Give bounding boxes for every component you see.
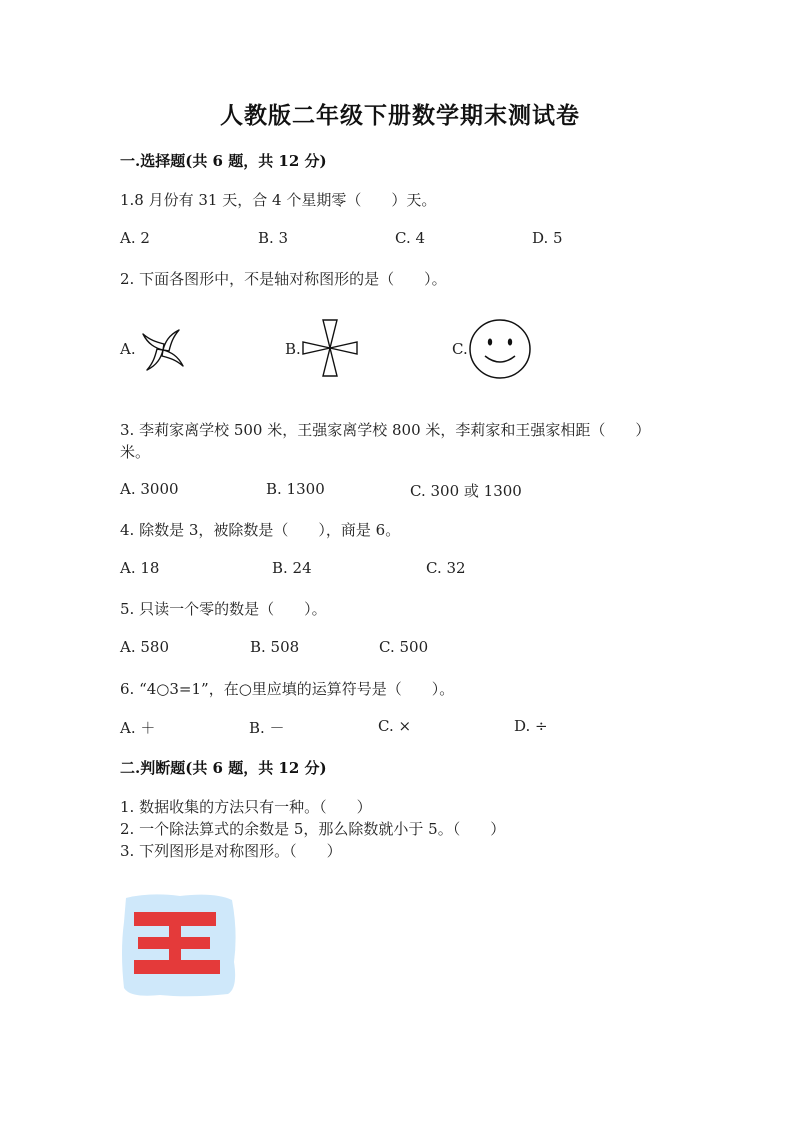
q3-option-b: B. 1300 bbox=[266, 480, 325, 498]
q6-option-c: C. × bbox=[378, 717, 412, 735]
judge-q3-text: 3. 下列图形是对称图形。（ ） bbox=[120, 842, 342, 860]
q2-option-a: A. bbox=[120, 340, 136, 358]
q3-text: 3. 李莉家离学校 500 米，王强家离学校 800 米，李莉家和王强家相距（ ） bbox=[120, 421, 651, 439]
section2-heading: 二.判断题(共 6 题，共 12 分) bbox=[120, 759, 327, 777]
q6-option-d: D. ÷ bbox=[514, 717, 548, 735]
q1-option-b: B. 3 bbox=[258, 229, 289, 247]
q1-option-d: D. 5 bbox=[532, 229, 563, 247]
q4-text: 4. 除数是 3，被除数是（ ），商是 6。 bbox=[120, 521, 401, 539]
smiley-face-icon bbox=[468, 318, 532, 380]
q4-option-a: A. 18 bbox=[120, 559, 160, 577]
q3-text-continued: 米。 bbox=[120, 443, 151, 461]
section1-heading: 一.选择题(共 6 题，共 12 分) bbox=[120, 152, 327, 170]
q1-text: 1.8 月份有 31 天，合 4 个星期零（ ）天。 bbox=[120, 191, 437, 209]
q3-option-c: C. 300 或 1300 bbox=[410, 482, 522, 500]
q3-option-a: A. 3000 bbox=[120, 480, 179, 498]
q6-option-b: B. － bbox=[249, 719, 285, 737]
q4-option-c: C. 32 bbox=[426, 559, 466, 577]
judge-q1-text: 1. 数据收集的方法只有一种。（ ） bbox=[120, 798, 372, 816]
page-title: 人教版二年级下册数学期末测试卷 bbox=[220, 102, 580, 129]
q6-text: 6. “4○3=1”，在○里应填的运算符号是（ ）。 bbox=[120, 680, 455, 698]
cross-icon bbox=[301, 318, 359, 380]
pinwheel-icon bbox=[134, 322, 192, 378]
q5-option-a: A. 580 bbox=[120, 638, 169, 656]
q5-option-b: B. 508 bbox=[250, 638, 300, 656]
wang-character-icon bbox=[120, 892, 238, 998]
q5-option-c: C. 500 bbox=[379, 638, 429, 656]
q6-option-a: A. ＋ bbox=[120, 719, 156, 737]
q1-option-c: C. 4 bbox=[395, 229, 426, 247]
judge-q2-text: 2. 一个除法算式的余数是 5，那么除数就小于 5。（ ） bbox=[120, 820, 506, 838]
q2-option-c: C. bbox=[452, 340, 468, 358]
q5-text: 5. 只读一个零的数是（ ）。 bbox=[120, 600, 327, 618]
q2-option-b: B. bbox=[285, 340, 301, 358]
q2-text: 2. 下面各图形中，不是轴对称图形的是（ ）。 bbox=[120, 270, 447, 288]
q1-option-a: A. 2 bbox=[120, 229, 150, 247]
q4-option-b: B. 24 bbox=[272, 559, 312, 577]
